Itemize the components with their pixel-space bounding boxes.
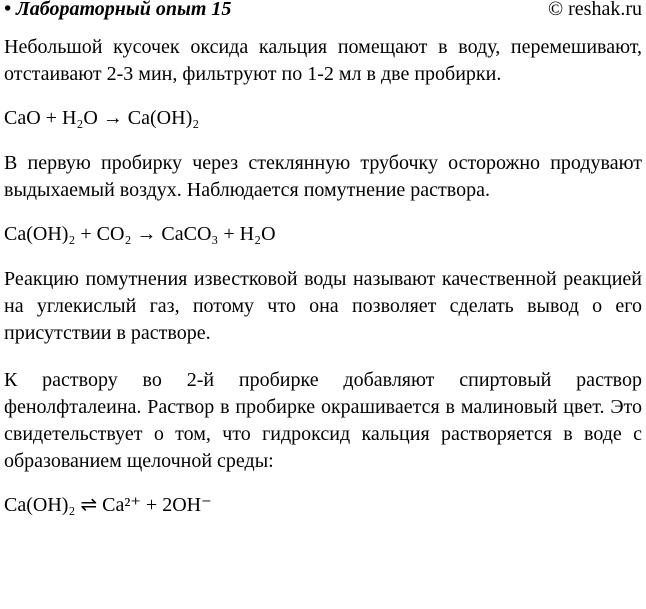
equation: CaO + H₂O → Ca(OH)₂	[4, 107, 200, 129]
equation: Ca(OH)₂ ⇌ Ca²⁺ + 2OH⁻	[4, 494, 212, 516]
exercise-title: • Лабораторный опыт 15	[4, 0, 232, 20]
paragraph: К раствору во 2-й пробирке добавляют спиртовый раствор фенолфталеина. Раствор в пробирке окрашивается в малиновый цвет. Это свидетельствует о том, что гидроксид кальция растворяется в воде с образованием щелочной среды:	[4, 369, 642, 472]
paragraph: Небольшой кусочек оксида кальция помещают в воду, перемешивают, отстаивают 2-3 мин, фильтруют по 1-2 мл в две пробирки.	[4, 36, 642, 85]
header	[4, 0, 642, 24]
paragraph: Реакцию помутнения известковой воды называют качественной реакцией на углекислый газ, потому что она позволяет сделать вывод о его присутствии в растворе.	[4, 268, 642, 344]
paragraph: В первую пробирку через стеклянную трубочку осторожно продувают выдыхаемый воздух. Наблюдается помутнение раствора.	[4, 152, 642, 201]
equation: Ca(OH)₂ + CO₂ → CaCO₃ + H₂O	[4, 223, 276, 245]
site-credit: © reshak.ru	[547, 0, 642, 20]
